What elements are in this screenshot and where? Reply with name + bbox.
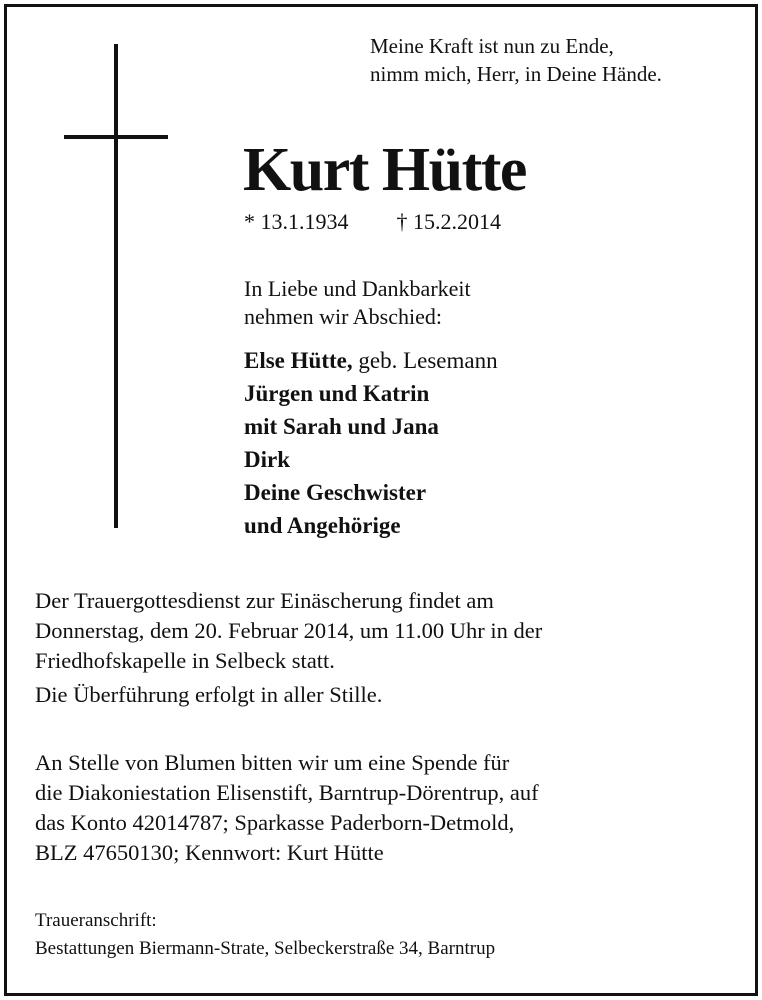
- service-line: Donnerstag, dem 20. Februar 2014, um 11.00 Uhr in der: [35, 618, 543, 643]
- spouse-maiden-name: geb. Lesemann: [352, 348, 498, 373]
- service-line: Der Trauergottesdienst zur Einäscherung findet am: [35, 588, 494, 613]
- mourner-line: Deine Geschwister: [244, 480, 427, 505]
- death-date: † 15.2.2014: [396, 209, 501, 234]
- intro-line: In Liebe und Dankbarkeit: [244, 276, 471, 301]
- deceased-name: Kurt Hütte: [243, 136, 526, 204]
- address-label: Traueranschrift:: [35, 910, 157, 931]
- donation-line: das Konto 42014787; Sparkasse Paderborn-Detmold,: [35, 810, 515, 835]
- verse-line: Meine Kraft ist nun zu Ende,: [370, 34, 614, 58]
- mourning-address: [35, 907, 495, 963]
- cross-horizontal-bar: [64, 135, 168, 139]
- verse-line: nimm mich, Herr, in Deine Hände.: [370, 62, 662, 86]
- mourner-line: Jürgen und Katrin: [244, 381, 430, 406]
- mourner-line: und Angehörige: [244, 513, 401, 538]
- mourner-line: mit Sarah und Jana: [244, 414, 439, 439]
- cross-vertical-bar: [114, 44, 118, 528]
- verse-quote: [370, 32, 740, 88]
- transfer-notice: Die Überführung erfolgt in aller Stille.: [35, 682, 383, 707]
- birth-date: * 13.1.1934: [244, 209, 349, 234]
- service-line: Friedhofskapelle in Selbeck statt.: [35, 648, 335, 673]
- mourners-list: [244, 344, 498, 542]
- intro-line: nehmen wir Abschied:: [244, 304, 442, 329]
- address-value: Bestattungen Biermann-Strate, Selbeckerstraße 34, Barntrup: [35, 938, 496, 959]
- mourner-line: Dirk: [244, 447, 290, 472]
- donation-line: An Stelle von Blumen bitten wir um eine Spende für: [35, 750, 510, 775]
- spouse-name: Else Hütte,: [244, 348, 353, 373]
- donation-request: [35, 748, 735, 868]
- mourner-spouse: [244, 344, 498, 377]
- donation-line: die Diakoniestation Elisenstift, Barntrup-Dörentrup, auf: [35, 780, 539, 805]
- donation-line: BLZ 47650130; Kennwort: Kurt Hütte: [35, 840, 384, 865]
- life-dates: [244, 208, 501, 236]
- farewell-intro: [244, 275, 471, 331]
- funeral-service-notice: [35, 586, 735, 676]
